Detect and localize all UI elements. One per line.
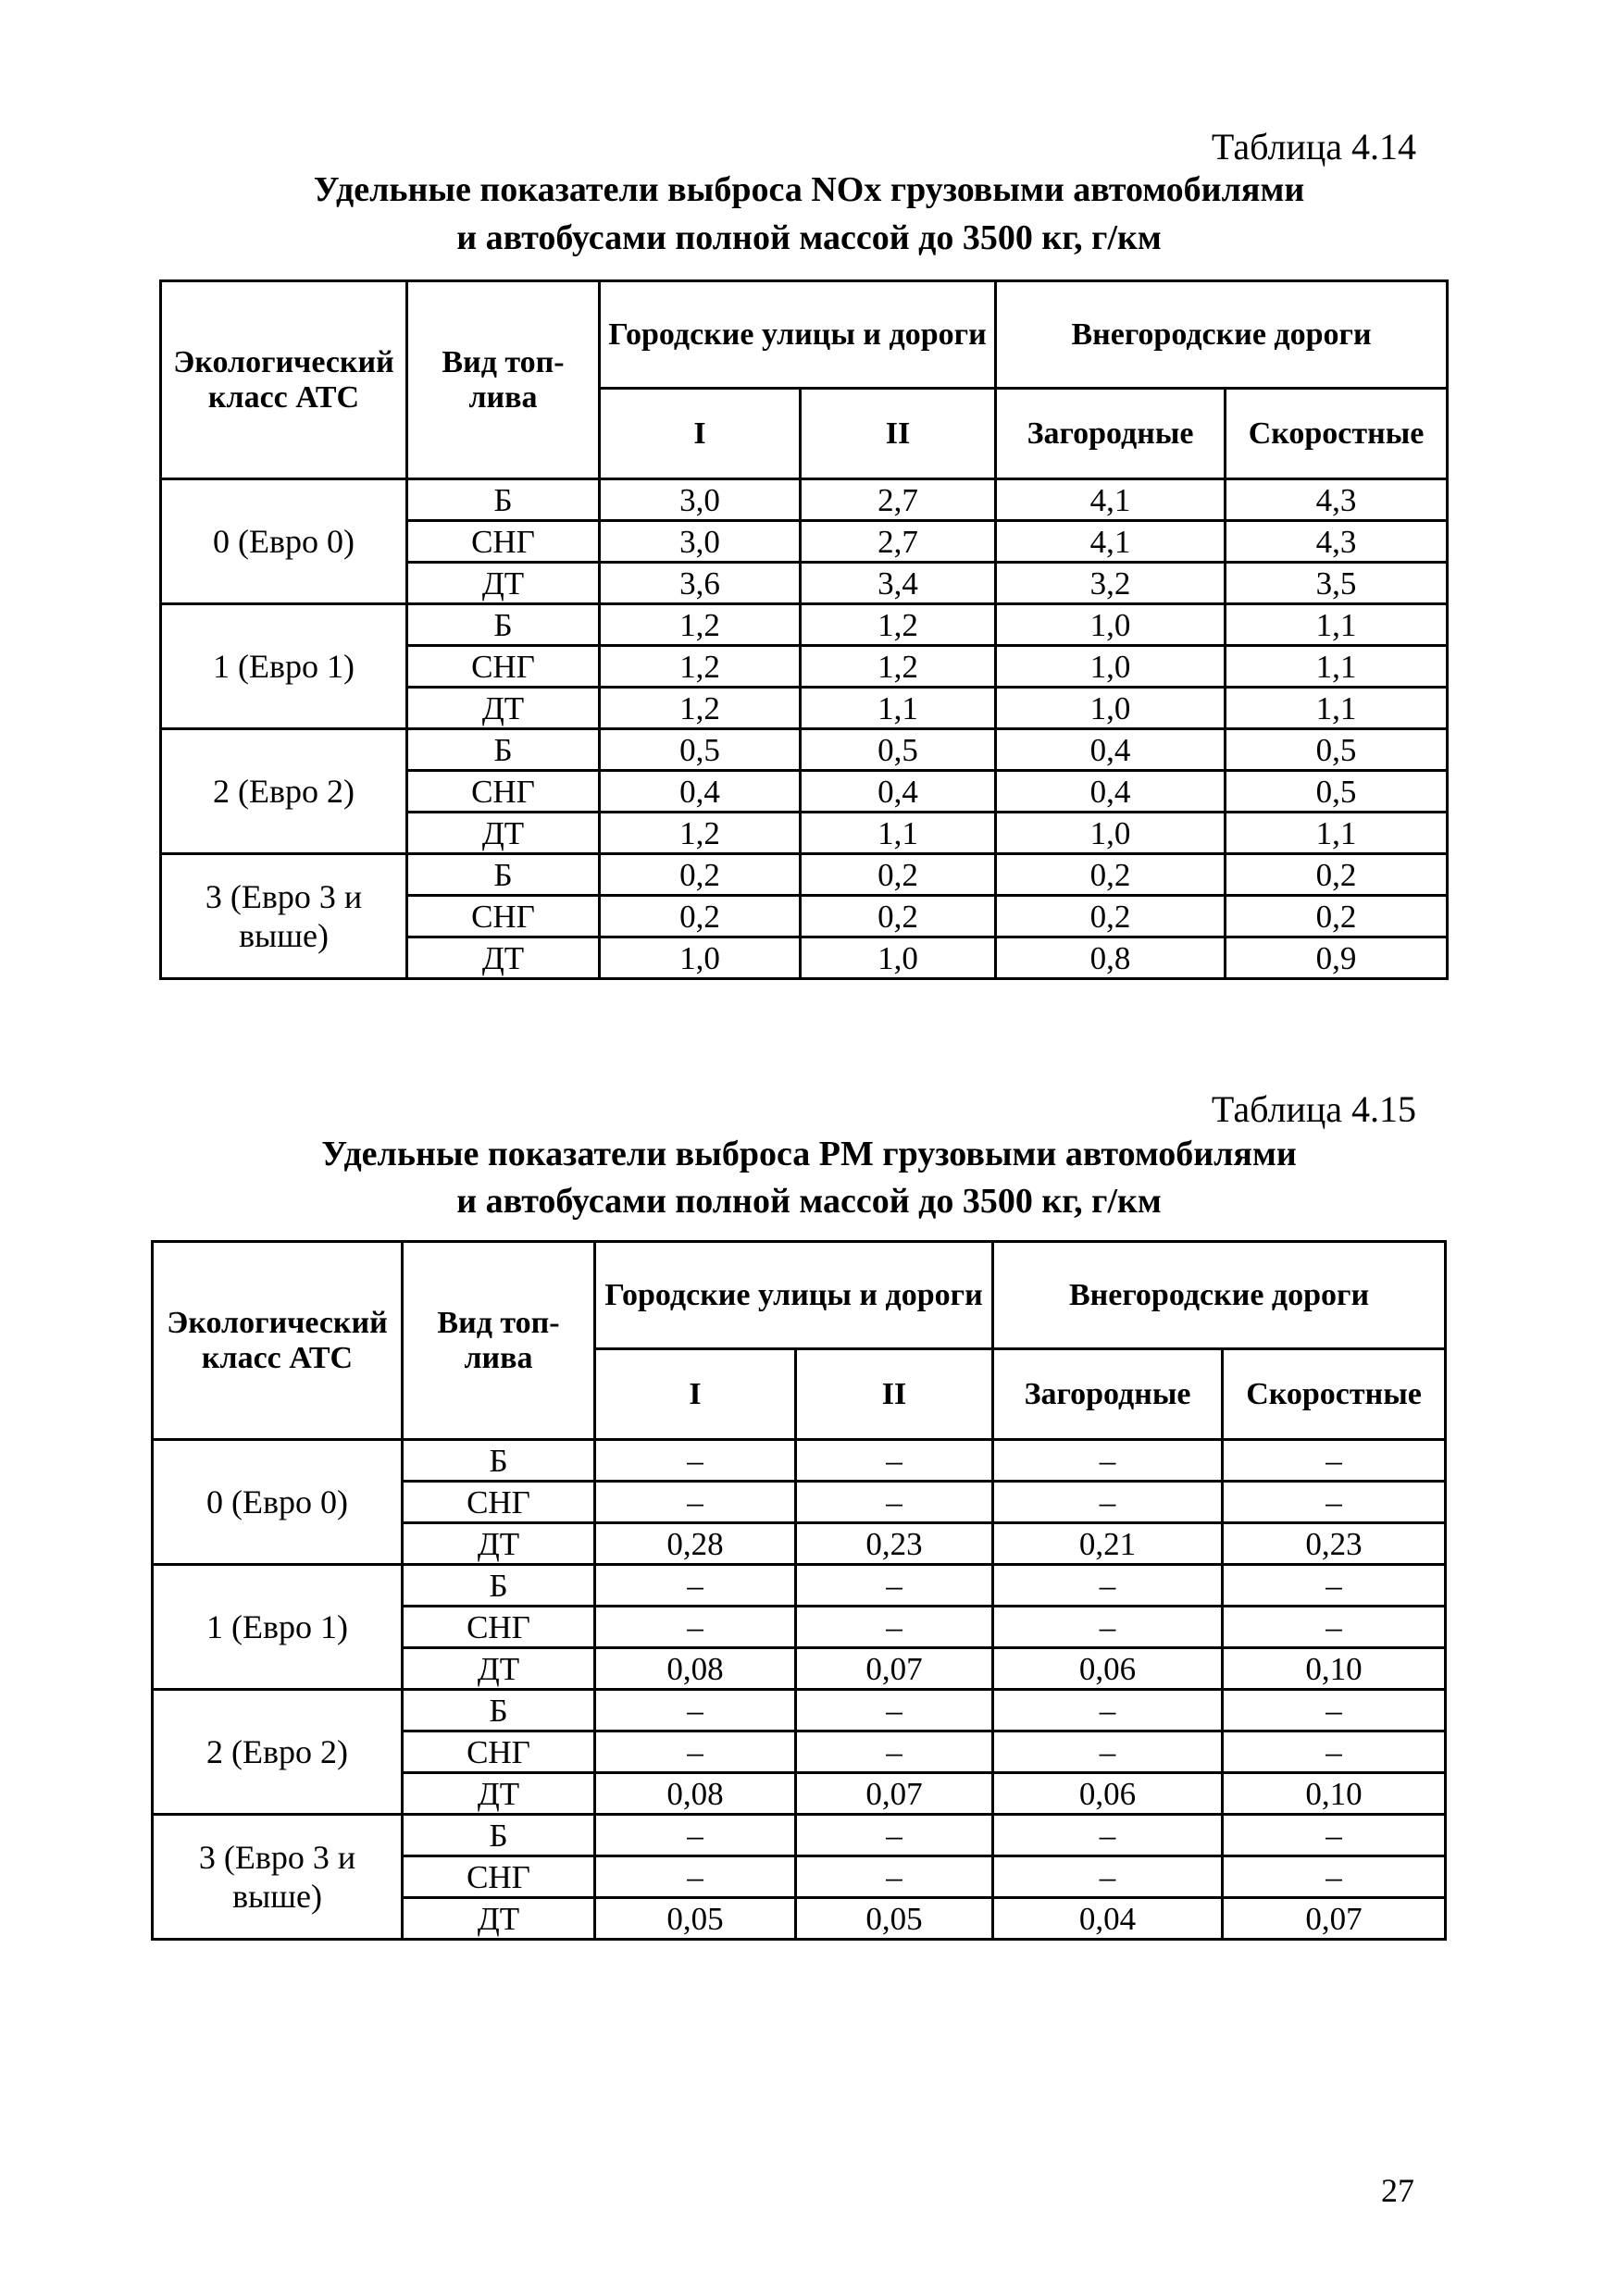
value-cell: 2,7	[801, 479, 996, 521]
value-cell: –	[796, 1482, 993, 1523]
eco-class-cell: 0 (Евро 0)	[153, 1440, 403, 1565]
value-cell: 0,2	[996, 854, 1226, 896]
value-cell: 0,07	[796, 1648, 993, 1690]
table-row	[161, 479, 1448, 521]
nox-emission-table	[159, 279, 1449, 980]
col-ii-header: II	[801, 389, 996, 479]
value-cell: –	[796, 1815, 993, 1856]
eco-class-header: Экологический класс АТС	[153, 1242, 403, 1440]
value-cell: 0,06	[993, 1648, 1223, 1690]
eco-class-cell: 3 (Евро 3 и выше)	[161, 854, 407, 979]
fuel-cell: Б	[407, 479, 600, 521]
table-title-line-2: и автобусами полной массой до 3500 кг, г/км	[456, 1182, 1162, 1221]
fuel-cell: СНГ	[407, 521, 600, 563]
value-cell: –	[796, 1856, 993, 1898]
fuel-cell: Б	[403, 1690, 595, 1731]
value-cell: 0,4	[996, 771, 1226, 813]
fuel-cell: ДТ	[407, 813, 600, 854]
fuel-cell: СНГ	[407, 771, 600, 813]
value-cell: –	[796, 1690, 993, 1731]
value-cell: 0,2	[1226, 854, 1448, 896]
pm-emission-table	[151, 1240, 1447, 1941]
fuel-cell: СНГ	[407, 646, 600, 688]
table-row	[153, 1565, 1446, 1607]
value-cell: 4,3	[1226, 479, 1448, 521]
value-cell: –	[993, 1607, 1223, 1648]
fuel-cell: ДТ	[403, 1523, 595, 1565]
value-cell: –	[796, 1731, 993, 1773]
table-number: Таблица 4.14	[1211, 126, 1416, 168]
value-cell: 3,5	[1226, 563, 1448, 604]
value-cell: 4,3	[1226, 521, 1448, 563]
value-cell: 0,5	[1226, 771, 1448, 813]
eco-class-header: Экологический класс АТС	[161, 281, 407, 479]
value-cell: –	[993, 1815, 1223, 1856]
table-row	[161, 729, 1448, 771]
value-cell: 1,0	[996, 813, 1226, 854]
value-cell: 1,0	[996, 646, 1226, 688]
value-cell: 0,08	[595, 1648, 796, 1690]
value-cell: 1,0	[600, 937, 801, 979]
value-cell: –	[1223, 1731, 1446, 1773]
fuel-cell: ДТ	[403, 1898, 595, 1940]
fuel-cell: ДТ	[407, 937, 600, 979]
value-cell: 0,07	[1223, 1898, 1446, 1940]
value-cell: 1,2	[600, 646, 801, 688]
value-cell: –	[993, 1690, 1223, 1731]
value-cell: 1,0	[996, 688, 1226, 729]
col-ii-header: II	[796, 1349, 993, 1440]
value-cell: –	[993, 1731, 1223, 1773]
value-cell: 1,2	[600, 604, 801, 646]
table-title-line-1: Удельные показатели выброса NOx грузовыми автомобилями	[313, 170, 1305, 209]
value-cell: 1,1	[1226, 604, 1448, 646]
value-cell: –	[595, 1731, 796, 1773]
value-cell: 0,10	[1223, 1648, 1446, 1690]
value-cell: –	[1223, 1690, 1446, 1731]
value-cell: 0,8	[996, 937, 1226, 979]
fuel-cell: ДТ	[407, 688, 600, 729]
fuel-cell: Б	[403, 1440, 595, 1482]
value-cell: 0,06	[993, 1773, 1223, 1815]
value-cell: –	[595, 1565, 796, 1607]
fuel-cell: СНГ	[407, 896, 600, 937]
fuel-cell: СНГ	[403, 1607, 595, 1648]
value-cell: –	[796, 1440, 993, 1482]
value-cell: 1,2	[801, 604, 996, 646]
fuel-cell: Б	[403, 1815, 595, 1856]
highway-header: Внегородские дороги	[993, 1242, 1446, 1349]
value-cell: –	[1223, 1607, 1446, 1648]
city-roads-header: Городские улицы и дороги	[600, 281, 996, 389]
value-cell: –	[796, 1607, 993, 1648]
value-cell: 1,2	[600, 813, 801, 854]
eco-class-cell: 2 (Евро 2)	[161, 729, 407, 854]
value-cell: 0,5	[801, 729, 996, 771]
value-cell: –	[595, 1815, 796, 1856]
value-cell: 0,23	[1223, 1523, 1446, 1565]
fuel-type-header: Вид топ-лива	[407, 281, 600, 479]
value-cell: –	[1223, 1815, 1446, 1856]
value-cell: 1,1	[1226, 813, 1448, 854]
table-title-line-2: и автобусами полной массой до 3500 кг, г/км	[456, 218, 1162, 257]
fuel-cell: Б	[407, 604, 600, 646]
table-row	[153, 1440, 1446, 1482]
value-cell: 0,4	[801, 771, 996, 813]
value-cell: 0,28	[595, 1523, 796, 1565]
value-cell: 0,04	[993, 1898, 1223, 1940]
value-cell: 0,05	[595, 1898, 796, 1940]
value-cell: 3,6	[600, 563, 801, 604]
value-cell: 0,2	[996, 896, 1226, 937]
value-cell: 0,2	[600, 854, 801, 896]
fuel-cell: Б	[403, 1565, 595, 1607]
eco-class-cell: 3 (Евро 3 и выше)	[153, 1815, 403, 1940]
value-cell: 1,2	[600, 688, 801, 729]
express-header: Скоростные	[1223, 1349, 1446, 1440]
col-i-header: I	[600, 389, 801, 479]
value-cell: 1,1	[1226, 646, 1448, 688]
value-cell: –	[595, 1482, 796, 1523]
page-number: 27	[1381, 2172, 1414, 2209]
eco-class-cell: 1 (Евро 1)	[153, 1565, 403, 1690]
value-cell: 2,7	[801, 521, 996, 563]
value-cell: 3,2	[996, 563, 1226, 604]
value-cell: 0,21	[993, 1523, 1223, 1565]
value-cell: –	[1223, 1565, 1446, 1607]
eco-class-cell: 2 (Евро 2)	[153, 1690, 403, 1815]
fuel-cell: ДТ	[403, 1648, 595, 1690]
value-cell: 0,2	[600, 896, 801, 937]
value-cell: 3,0	[600, 521, 801, 563]
value-cell: –	[993, 1565, 1223, 1607]
value-cell: –	[1223, 1482, 1446, 1523]
value-cell: 0,07	[796, 1773, 993, 1815]
value-cell: 0,10	[1223, 1773, 1446, 1815]
fuel-cell: СНГ	[403, 1856, 595, 1898]
highway-header: Внегородские дороги	[996, 281, 1448, 389]
value-cell: 0,2	[801, 854, 996, 896]
value-cell: 1,2	[801, 646, 996, 688]
table-row	[153, 1815, 1446, 1856]
value-cell: 1,0	[801, 937, 996, 979]
fuel-cell: СНГ	[403, 1482, 595, 1523]
value-cell: 3,4	[801, 563, 996, 604]
table-row	[153, 1690, 1446, 1731]
value-cell: 1,1	[801, 688, 996, 729]
rural-header: Загородные	[996, 389, 1226, 479]
table-number: Таблица 4.15	[1211, 1088, 1416, 1130]
value-cell: –	[1223, 1440, 1446, 1482]
value-cell: 4,1	[996, 479, 1226, 521]
eco-class-cell: 1 (Евро 1)	[161, 604, 407, 729]
value-cell: –	[1223, 1856, 1446, 1898]
value-cell: 3,0	[600, 479, 801, 521]
table-row	[161, 604, 1448, 646]
value-cell: 0,2	[801, 896, 996, 937]
value-cell: –	[796, 1565, 993, 1607]
value-cell: 1,1	[1226, 688, 1448, 729]
value-cell: 1,0	[996, 604, 1226, 646]
table-row	[161, 854, 1448, 896]
col-i-header: I	[595, 1349, 796, 1440]
fuel-cell: Б	[407, 854, 600, 896]
value-cell: 4,1	[996, 521, 1226, 563]
value-cell: –	[595, 1856, 796, 1898]
value-cell: 0,9	[1226, 937, 1448, 979]
value-cell: –	[595, 1607, 796, 1648]
value-cell: –	[993, 1482, 1223, 1523]
value-cell: 0,05	[796, 1898, 993, 1940]
value-cell: –	[595, 1690, 796, 1731]
fuel-type-header: Вид топ-лива	[403, 1242, 595, 1440]
fuel-cell: СНГ	[403, 1731, 595, 1773]
fuel-cell: ДТ	[407, 563, 600, 604]
value-cell: 0,23	[796, 1523, 993, 1565]
fuel-cell: Б	[407, 729, 600, 771]
value-cell: 0,4	[996, 729, 1226, 771]
city-roads-header: Городские улицы и дороги	[595, 1242, 993, 1349]
express-header: Скоростные	[1226, 389, 1448, 479]
value-cell: 0,2	[1226, 896, 1448, 937]
value-cell: 1,1	[801, 813, 996, 854]
fuel-cell: ДТ	[403, 1773, 595, 1815]
value-cell: 0,5	[600, 729, 801, 771]
eco-class-cell: 0 (Евро 0)	[161, 479, 407, 604]
table-title-line-1: Удельные показатели выброса PM грузовыми автомобилями	[321, 1135, 1297, 1173]
value-cell: –	[993, 1440, 1223, 1482]
value-cell: 0,08	[595, 1773, 796, 1815]
value-cell: –	[595, 1440, 796, 1482]
value-cell: 0,5	[1226, 729, 1448, 771]
value-cell: –	[993, 1856, 1223, 1898]
rural-header: Загородные	[993, 1349, 1223, 1440]
value-cell: 0,4	[600, 771, 801, 813]
